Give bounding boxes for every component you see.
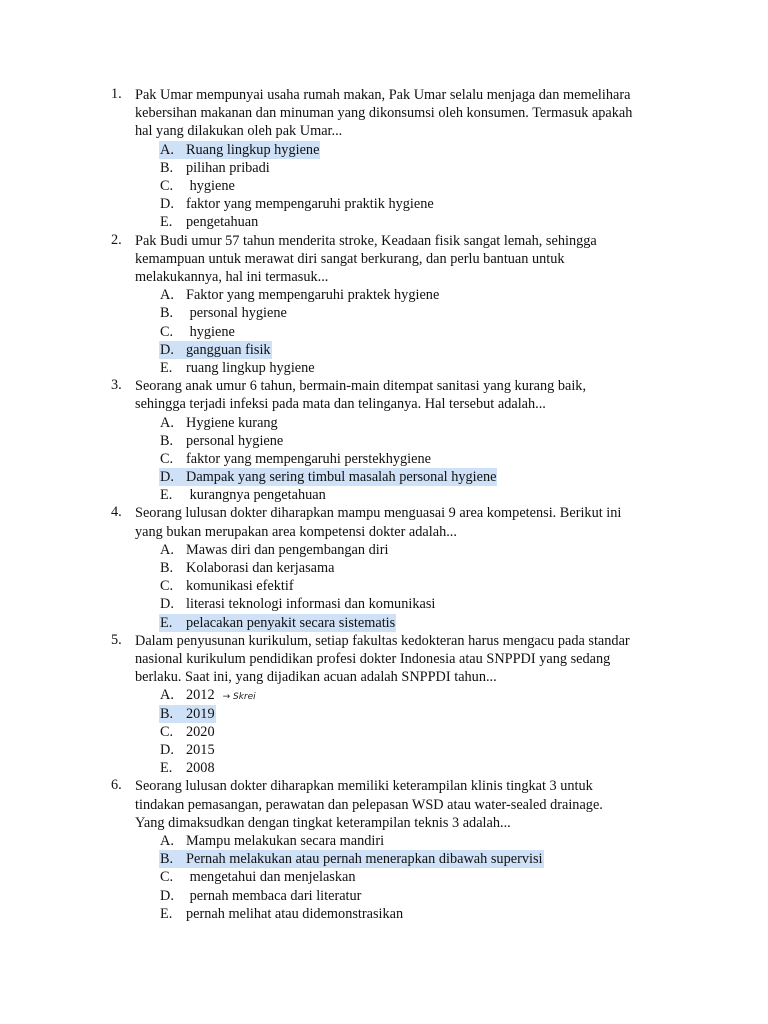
option-letter: C.	[160, 723, 174, 740]
question-stem	[135, 504, 695, 540]
option-letter: B.	[160, 159, 174, 176]
option-text: 2012	[186, 687, 215, 704]
highlighted-answer	[160, 342, 271, 358]
option-letter: D.	[160, 196, 174, 213]
option-text: 2019	[186, 705, 215, 722]
option-letter: E.	[160, 760, 173, 777]
question-number: 2.	[111, 231, 122, 248]
option-text: komunikasi efektif	[186, 578, 294, 595]
question-stem	[135, 377, 695, 413]
option-text: literasi teknologi informasi dan komunikasi	[186, 596, 436, 613]
option-letter: A.	[160, 141, 174, 158]
question-number: 6.	[111, 777, 122, 794]
option-letter: C.	[160, 177, 174, 194]
option-letter: A.	[160, 414, 174, 431]
answer-option	[160, 323, 768, 341]
option-text: Hygiene kurang	[186, 414, 278, 431]
highlighted-answer	[160, 469, 496, 485]
question-2	[0, 232, 768, 378]
option-letter: D.	[160, 596, 174, 613]
option-text: ruang lingkup hygiene	[186, 359, 315, 376]
question-4	[0, 504, 768, 631]
question-stem-line: tindakan pemasangan, perawatan dan pelepasan WSD atau water-sealed drainage.	[135, 796, 603, 813]
question-6	[0, 777, 768, 923]
option-text: pelacakan penyakit secara sistematis	[186, 614, 396, 631]
option-text: pilihan pribadi	[186, 159, 270, 176]
question-stem-line: Yang dimaksudkan dengan tingkat keterampilan teknis 3 adalah...	[135, 814, 511, 831]
answer-options	[160, 414, 768, 505]
question-stem-line: hal yang dilakukan oleh pak Umar...	[135, 123, 343, 140]
option-letter: B.	[160, 560, 174, 577]
question-stem	[135, 232, 695, 287]
answer-option	[160, 450, 768, 468]
answer-option	[160, 414, 768, 432]
option-letter: D.	[160, 887, 174, 904]
answer-option	[160, 850, 768, 868]
answer-option	[160, 141, 768, 159]
answer-option	[160, 686, 768, 704]
option-text: 2015	[186, 741, 215, 758]
highlighted-answer	[160, 142, 319, 158]
answer-option	[160, 213, 768, 231]
question-number: 3.	[111, 377, 122, 394]
option-letter: B.	[160, 705, 174, 722]
option-text: gangguan fisik	[186, 341, 271, 358]
answer-option	[160, 468, 768, 486]
option-text: Ruang lingkup hygiene	[186, 141, 320, 158]
option-letter: A.	[160, 687, 174, 704]
answer-option	[160, 887, 768, 905]
option-letter: B.	[160, 432, 174, 449]
option-letter: C.	[160, 869, 174, 886]
question-number: 4.	[111, 504, 122, 521]
answer-option	[160, 905, 768, 923]
question-stem-line: Seorang lulusan dokter diharapkan memiliki keterampilan klinis tingkat 3 untuk	[135, 778, 593, 795]
option-letter: D.	[160, 341, 174, 358]
option-letter: B.	[160, 305, 174, 322]
option-text: hygiene	[186, 177, 235, 194]
option-text: pengetahuan	[186, 214, 259, 231]
option-letter: D.	[160, 741, 174, 758]
question-stem	[135, 86, 695, 141]
question-5	[0, 632, 768, 778]
option-letter: E.	[160, 487, 173, 504]
option-letter: E.	[160, 905, 173, 922]
option-letter: D.	[160, 469, 174, 486]
question-stem	[135, 632, 695, 687]
answer-options	[160, 286, 768, 377]
question-stem-line: melakukannya, hal ini termasuk...	[135, 268, 329, 285]
option-text: hygiene	[186, 323, 235, 340]
answer-option	[160, 359, 768, 377]
option-text: pernah melihat atau didemonstrasikan	[186, 905, 404, 922]
answer-option	[160, 705, 768, 723]
question-stem-line: kemampuan untuk merawat diri sangat berkurang, dan perlu bantuan untuk	[135, 250, 565, 267]
answer-option	[160, 432, 768, 450]
question-number: 5.	[111, 631, 122, 648]
answer-option	[160, 759, 768, 777]
answer-option	[160, 286, 768, 304]
question-stem-line: Pak Umar mempunyai usaha rumah makan, Pak Umar selalu menjaga dan memelihara	[135, 87, 631, 103]
option-text: Mampu melakukan secara mandiri	[186, 832, 385, 849]
answer-option	[160, 868, 768, 886]
option-text: kurangnya pengetahuan	[186, 487, 326, 504]
question-stem-line: Dalam penyusunan kurikulum, setiap fakultas kedokteran harus mengacu pada standar	[135, 632, 630, 649]
question-3	[0, 377, 768, 504]
question-stem-line: sehingga terjadi infeksi pada mata dan telinganya. Hal tersebut adalah...	[135, 396, 546, 413]
answer-option	[160, 559, 768, 577]
question-stem	[135, 777, 695, 832]
answer-option	[160, 723, 768, 741]
question-stem-line: berlaku. Saat ini, yang dijadikan acuan adalah SNPPDI tahun...	[135, 669, 497, 686]
option-letter: C.	[160, 323, 174, 340]
option-letter: A.	[160, 287, 174, 304]
highlighted-answer	[160, 615, 395, 631]
answer-option	[160, 304, 768, 322]
option-text: personal hygiene	[186, 305, 287, 322]
answer-option	[160, 195, 768, 213]
option-letter: E.	[160, 214, 173, 231]
option-letter: C.	[160, 578, 174, 595]
option-text: mengetahui dan menjelaskan	[186, 869, 356, 886]
highlighted-answer	[160, 706, 215, 722]
answer-option	[160, 159, 768, 177]
option-letter: B.	[160, 851, 174, 868]
answer-option	[160, 177, 768, 195]
answer-option	[160, 341, 768, 359]
option-text: faktor yang mempengaruhi praktik hygiene	[186, 196, 434, 213]
question-stem-line: yang bukan merupakan area kompetensi dokter adalah...	[135, 523, 457, 540]
answer-options	[160, 141, 768, 232]
answer-options	[160, 832, 768, 923]
handwritten-note: → Skrei	[222, 692, 256, 703]
highlighted-answer	[160, 851, 543, 867]
option-text: Dampak yang sering timbul masalah personal hygiene	[186, 469, 497, 486]
answer-option	[160, 614, 768, 632]
question-1	[0, 86, 768, 232]
option-letter: E.	[160, 359, 173, 376]
option-text: faktor yang mempengaruhi perstekhygiene	[186, 450, 431, 467]
answer-option	[160, 741, 768, 759]
question-stem-line: Seorang anak umur 6 tahun, bermain-main ditempat sanitasi yang kurang baik,	[135, 378, 587, 395]
question-number: 1.	[111, 86, 122, 102]
option-text: Mawas diri dan pengembangan diri	[186, 541, 389, 558]
answer-option	[160, 541, 768, 559]
option-text: Kolaborasi dan kerjasama	[186, 560, 335, 577]
answer-options	[160, 686, 768, 777]
option-letter: A.	[160, 832, 174, 849]
option-text: 2020	[186, 723, 215, 740]
question-stem-line: Pak Budi umur 57 tahun menderita stroke, Keadaan fisik sangat lemah, sehingga	[135, 232, 597, 249]
question-stem-line: Seorang lulusan dokter diharapkan mampu menguasai 9 area kompetensi. Berikut ini	[135, 505, 622, 522]
question-list	[0, 86, 768, 923]
option-text: 2008	[186, 760, 215, 777]
answer-option	[160, 832, 768, 850]
option-text: personal hygiene	[186, 432, 284, 449]
question-stem-line: nasional kurikulum pendidikan profesi dokter Indonesia atau SNPPDI yang sedang	[135, 650, 611, 667]
option-text: Faktor yang mempengaruhi praktek hygiene	[186, 287, 440, 304]
option-letter: A.	[160, 541, 174, 558]
question-stem-line: kebersihan makanan dan minuman yang dikonsumsi oleh konsumen. Termasuk apakah	[135, 105, 633, 122]
answer-option	[160, 577, 768, 595]
answer-option	[160, 595, 768, 613]
answer-options	[160, 541, 768, 632]
option-text: Pernah melakukan atau pernah menerapkan dibawah supervisi	[186, 851, 543, 868]
option-text: pernah membaca dari literatur	[186, 887, 362, 904]
option-letter: C.	[160, 450, 174, 467]
option-letter: E.	[160, 614, 173, 631]
answer-option	[160, 486, 768, 504]
